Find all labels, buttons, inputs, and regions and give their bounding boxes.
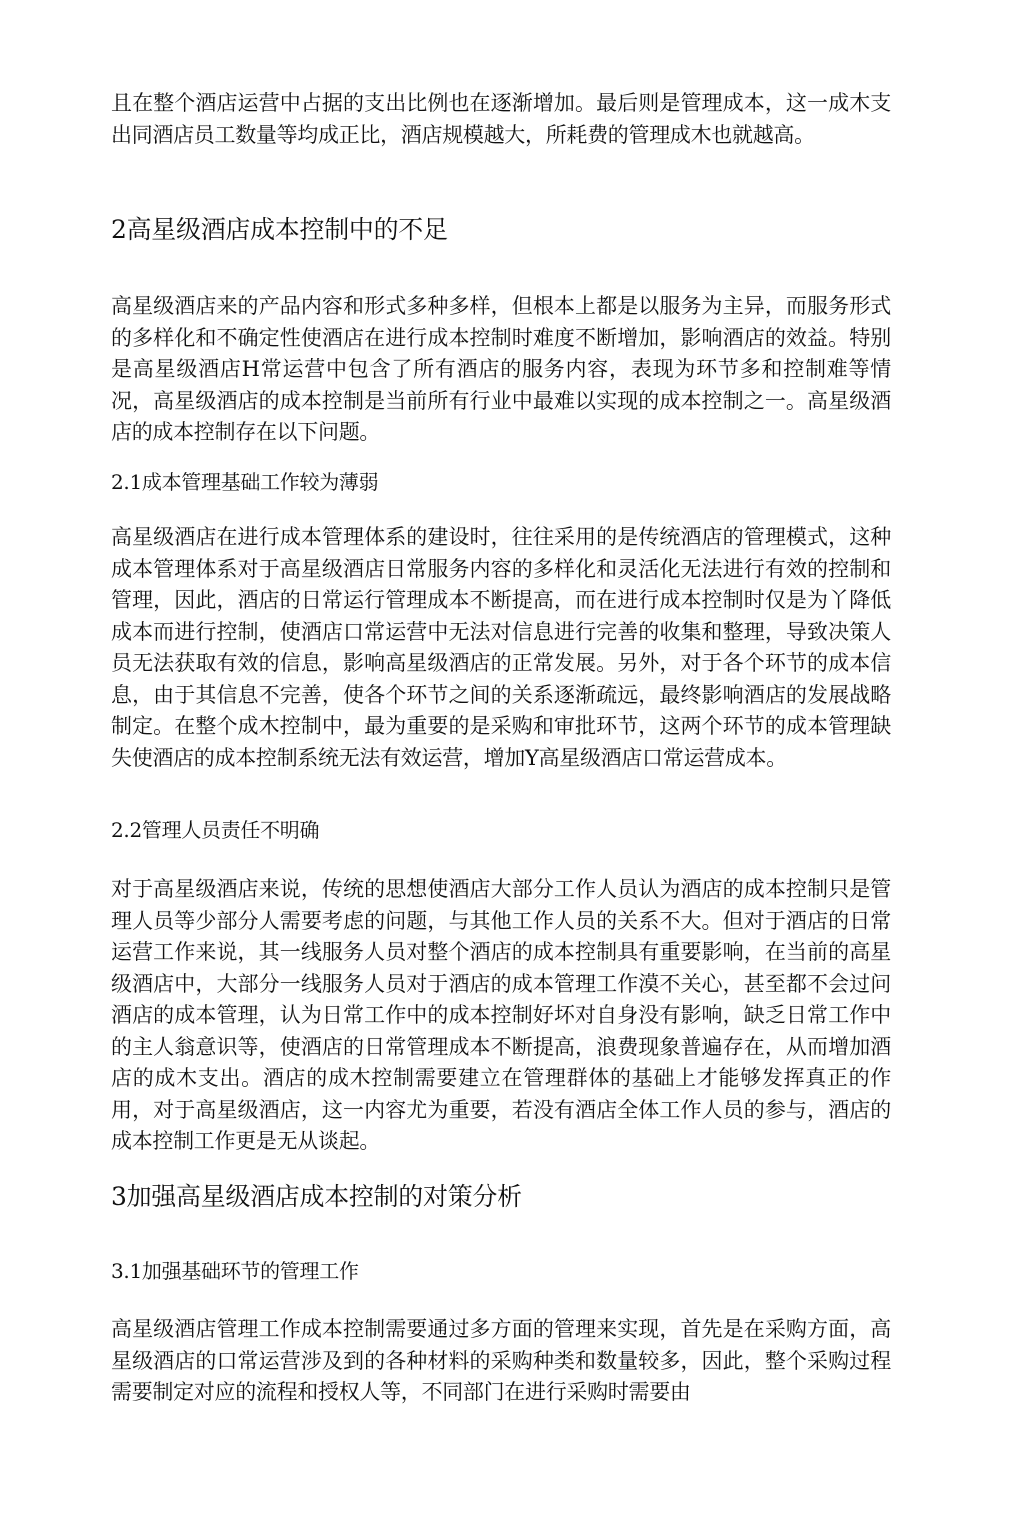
section-3-1-paragraph: 高星级酒店管理工作成本控制需要通过多方面的管理来实现，首先是在采购方面，高星级酒店的口常运营涉及到的各种材料的采购种类和数量较多，因此，整个采购过程需要制定对应的流程和授权人等，不同部门在进行采购时需要由 — [111, 1317, 891, 1404]
intro-paragraph: 且在整个酒店运营中占据的支出比例也在逐渐增加。最后则是管理成本，这一成木支出同酒店员工数量等均成正比，酒店规模越大，所耗费的管理成木也就越高。 — [111, 91, 891, 147]
section-2-2-heading: 2.2管理人员责任不明确 — [111, 818, 320, 842]
section-2-1-heading: 2.1成本管理基础工作较为薄弱 — [111, 470, 379, 494]
section-2-heading: 2高星级酒店成本控制中的不足 — [111, 215, 448, 244]
section-3-1-heading: 3.1加强基础环节的管理工作 — [111, 1259, 359, 1283]
section-2-2-paragraph: 对于高星级酒店来说，传统的思想使酒店大部分工作人员认为酒店的成本控制只是管理人员等少部分人需要考虑的问题，与其他工作人员的关系不大。但对于酒店的日常运营工作来说，其一线服务人员对整个酒店的成本控制具有重要影响，在当前的高星级酒店中，大部分一线服务人员对于酒店的成本管理工作漠不关心，甚至都不会过问酒店的成本管理，认为日常工作中的成本控制好坏对自身没有影响，缺乏日常工作中的主人翁意识等，使酒店的日常管理成本不断提高，浪费现象普遍存在，从而增加酒店的成木支出。酒店的成木控制需要建立在管理群体的基础上才能够发挥真正的作用，对于高星级酒店，这一内容尤为重要，若没有酒店全体工作人员的参与，酒店的成本控制工作更是无从谈起。 — [111, 877, 891, 1153]
section-2-1-paragraph: 高星级酒店在进行成本管理体系的建设时，往往采用的是传统酒店的管理模式，这种成本管理体系对于高星级酒店日常服务内容的多样化和灵活化无法进行有效的控制和管理，因此，酒店的日常运行管理成本不断提高，而在进行成本控制时仅是为丫降低成本而进行控制，使酒店口常运营中无法对信息进行完善的收集和整理，导致决策人员无法获取有效的信息，影响高星级酒店的正常发展。另外，对于各个环节的成本信息，由于其信息不完善，使各个环节之间的关系逐渐疏远，最终影响酒店的发展战略制定。在整个成木控制中，最为重要的是采购和审批环节，这两个环节的成本管理缺失使酒店的成本控制系统无法有效运营，增加Y高星级酒店口常运营成本。 — [111, 525, 891, 770]
section-2-paragraph: 高星级酒店来的产品内容和形式多种多样，但根本上都是以服务为主异，而服务形式的多样化和不确定性使酒店在进行成本控制时难度不断增加，影响酒店的效益。特别是高星级酒店H常运营中包含了所有酒店的服务内容，表现为环节多和控制难等情况，高星级酒店的成本控制是当前所有行业中最难以实现的成本控制之一。高星级酒店的成本控制存在以下问题。 — [111, 294, 891, 444]
section-3-heading: 3加强高星级酒店成本控制的对策分析 — [111, 1182, 522, 1211]
